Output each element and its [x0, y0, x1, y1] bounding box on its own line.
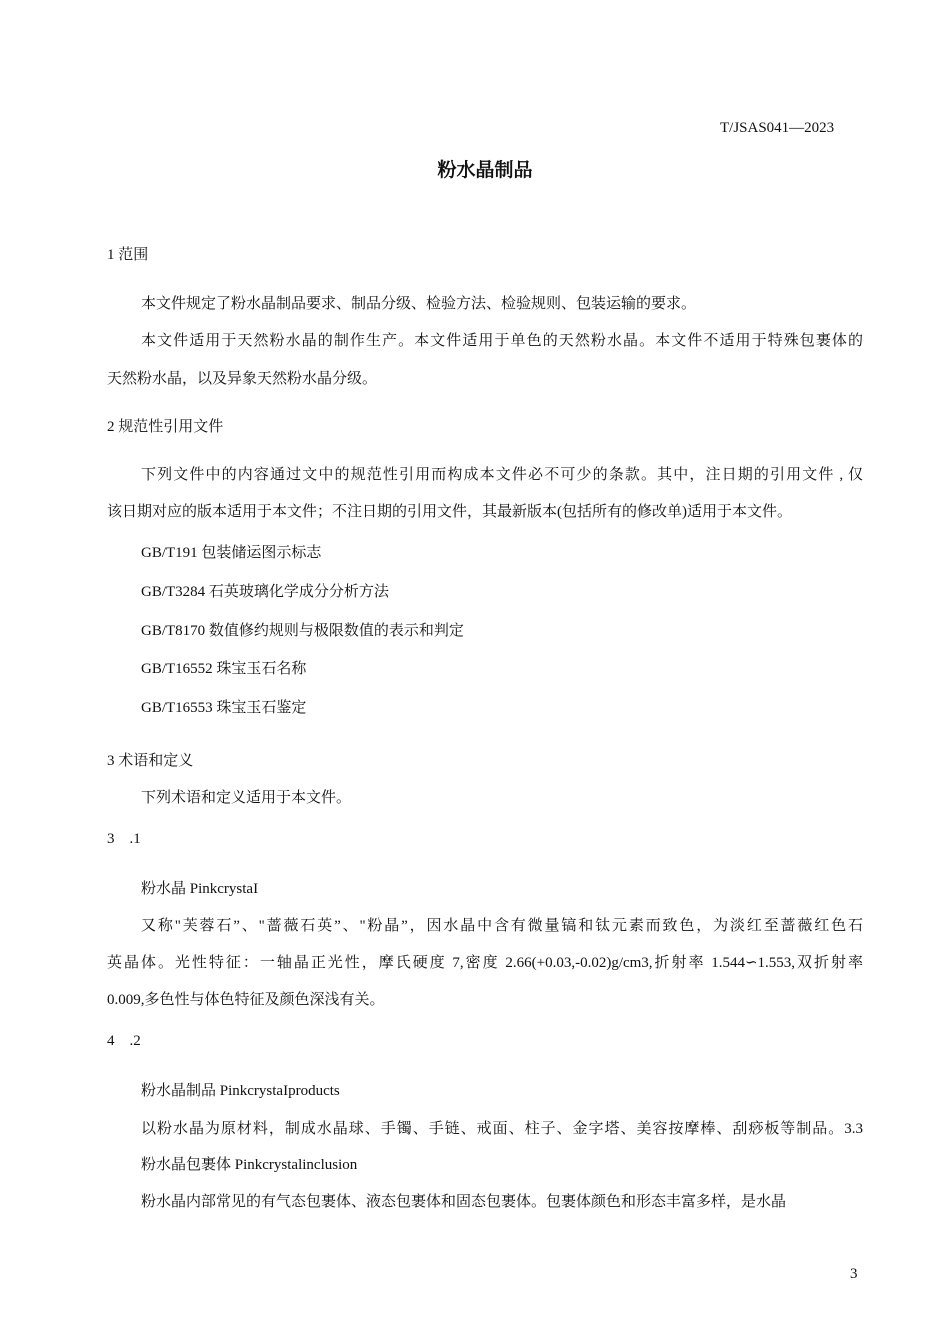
term-name: 粉水晶制品 PinkcrystaIproducts: [141, 1083, 340, 1099]
page-number: 3: [850, 1266, 858, 1282]
term-definition-line: 英晶体。光性特征：一轴晶正光性，摩氏硬度 7,密度 2.66(+0.03,-0.02)g/cm3,折射率 1.544∽1.553,双折射率: [107, 955, 863, 971]
reference-item: GB/T8170 数值修约规则与极限数值的表示和判定: [141, 623, 464, 639]
scope-paragraph-1: 本文件规定了粉水晶制品要求、制品分级、检验方法、检验规则、包装运输的要求。: [141, 296, 697, 312]
references-paragraph-line-2: 该日期对应的版本适用于本文件；不注日期的引用文件，其最新版本(包括所有的修改单)适用于本文件。: [107, 504, 792, 520]
references-paragraph-line-1: 下列文件中的内容通过文中的规范性引用而构成本文件必不可少的条款。其中，注日期的引用文件 , 仅: [141, 467, 863, 483]
reference-item: GB/T16552 珠宝玉石名称: [141, 661, 307, 677]
section-heading-scope: 1 范围: [107, 247, 149, 263]
scope-paragraph-2-line-1: 本文件适用于天然粉水晶的制作生产。本文件适用于单色的天然粉水晶。本文件不适用于特殊包裹体的: [141, 333, 863, 349]
section-heading-normative-references: 2 规范性引用文件: [107, 419, 224, 435]
term-definition-line: 又称"芙蓉石”、"蔷薇石英”、"粉晶”，因水晶中含有微量镐和钛元素而致色，为淡红至蔷薇红色石: [141, 918, 863, 934]
section-heading-terms: 3 术语和定义: [107, 753, 194, 769]
document-code: T/JSAS041—2023: [720, 120, 835, 136]
reference-item: GB/T191 包装储运图示标志: [141, 545, 322, 561]
term-definition-line: 粉水晶内部常见的有气态包裹体、液态包裹体和固态包裹体。包裹体颜色和形态丰富多样，是水晶: [141, 1194, 787, 1210]
term-definition-line: 以粉水晶为原材料，制成水晶球、手镯、手链、戒面、柱子、金字塔、美容按摩棒、刮痧板等制品。3.3: [141, 1121, 863, 1137]
scope-paragraph-2-line-2: 天然粉水晶，以及异象天然粉水晶分级。: [107, 371, 378, 387]
term-definition-line: 0.009,多色性与体色特征及颜色深浅有关。: [107, 992, 385, 1008]
reference-item: GB/T3284 石英玻璃化学成分分析方法: [141, 584, 389, 600]
term-name: 粉水晶包裹体 Pinkcrystalinclusion: [141, 1157, 358, 1173]
term-number: 3 .1: [107, 831, 141, 847]
term-name: 粉水晶 PinkcrystaI: [141, 881, 259, 897]
page-title: 粉水晶制品: [437, 159, 533, 181]
reference-item: GB/T16553 珠宝玉石鉴定: [141, 700, 307, 716]
terms-intro: 下列术语和定义适用于本文件。: [141, 790, 352, 806]
term-number: 4 .2: [107, 1033, 141, 1049]
